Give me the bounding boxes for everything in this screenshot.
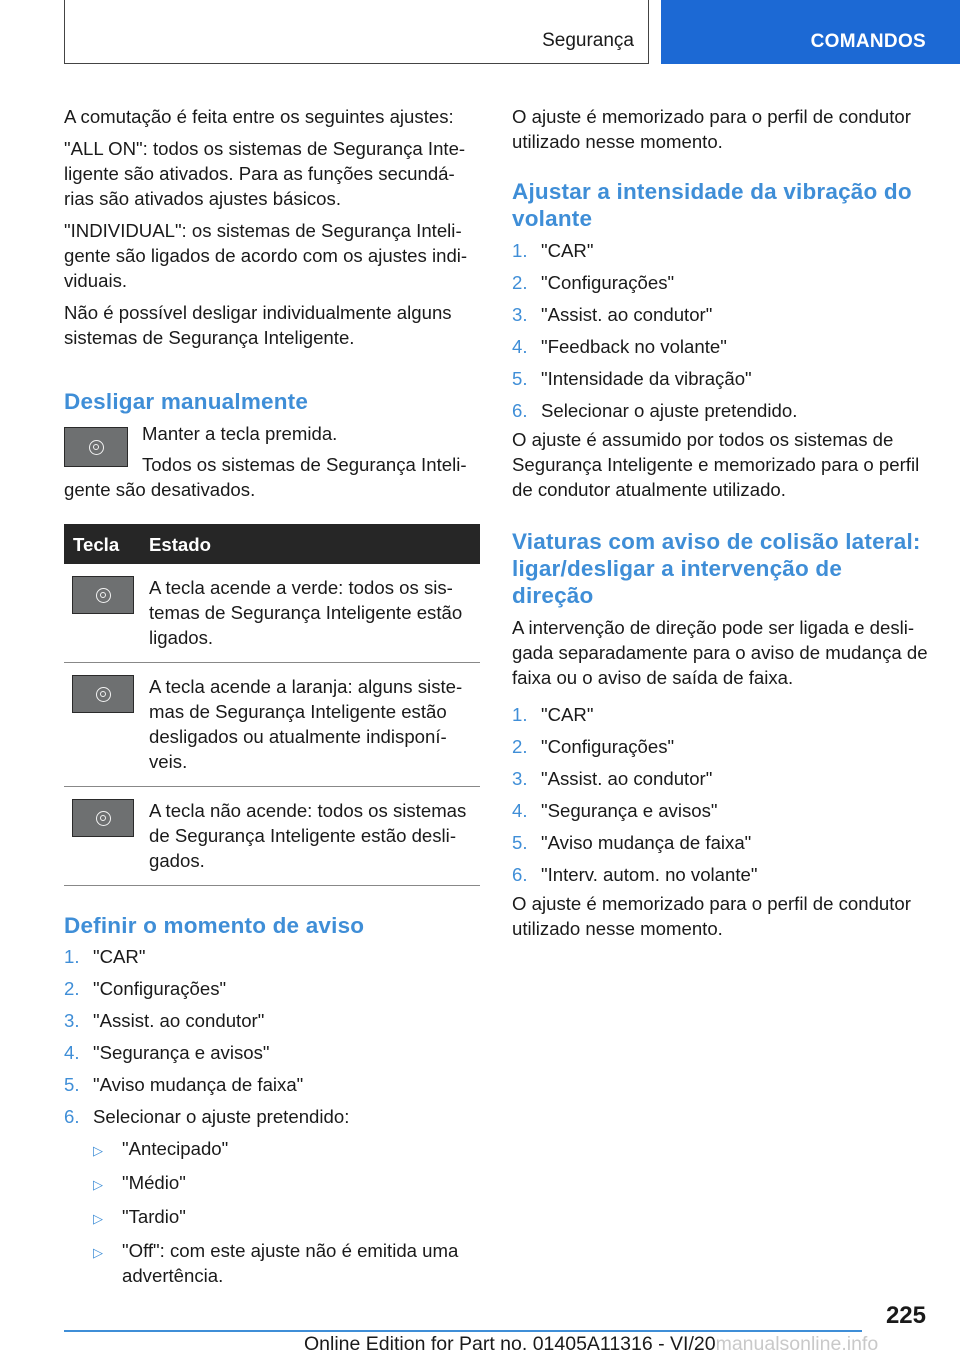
header-chapter-tab[interactable] [661,0,960,64]
paragraph: "ALL ON": todos os sistemas de Segurança Inte-ligente são ativados. Para as funções secundá-rias são ativados ajustes básicos. [64,138,466,209]
step-text: "Assist. ao condutor" [93,1010,265,1031]
table-cell: A tecla não acende: todos os sistemas de Segurança Inteligente estão desli-gados. [149,787,480,886]
step-number: 1. [512,704,528,725]
triangle-bullet-icon: ▷ [93,1245,103,1260]
paragraph: Todos os sistemas de Segurança Inteli-gente são desativados. [64,454,467,500]
step-number: 6. [512,400,528,421]
list-item [512,334,928,366]
option-text: "Médio" [122,1172,186,1193]
step-text: "Interv. autom. no volante" [541,864,758,885]
list-item [512,398,928,427]
table-row [64,787,480,886]
options-list [93,1136,480,1288]
chapter-title: COMANDOS [810,31,926,52]
list-item [64,976,480,1008]
key-instruction [64,421,480,502]
list-item [512,862,928,891]
table-header-state: Estado [149,524,480,564]
list-item [512,366,928,398]
list-item [512,798,928,830]
step-text: "Assist. ao condutor" [541,304,713,325]
section-title: Segurança [542,30,634,51]
step-text: "Configurações" [541,736,675,757]
step-number: 6. [64,1106,80,1127]
list-item [64,1104,480,1136]
list-item [512,830,928,862]
list-item [512,766,928,798]
step-text: "Feedback no volante" [541,336,727,357]
steps-list [512,702,928,891]
step-text: "Segurança e avisos" [541,800,718,821]
list-item [64,1008,480,1040]
list-item [512,734,928,766]
section-heading: Viaturas com aviso de colisão lateral: ligar/desligar a intervenção de direção [512,529,921,608]
step-number: 1. [512,240,528,261]
list-item [512,302,928,334]
triangle-bullet-icon: ▷ [93,1177,103,1192]
paragraph: Não é possível desligar individualmente alguns sistemas de Segurança Inteligente. [64,302,452,348]
safety-icon [96,811,111,826]
step-text: "Assist. ao condutor" [541,768,713,789]
step-number: 1. [64,946,80,967]
list-item [512,270,928,302]
step-number: 3. [512,304,528,325]
list-item [93,1238,480,1288]
steps-list [512,238,928,427]
step-number: 2. [512,736,528,757]
step-number: 2. [64,978,80,999]
paragraph: A intervenção de direção pode ser ligada e desli-gada separadamente para o aviso de mudança de faixa ou o aviso de saída de faixa. [512,617,928,688]
edition-line [304,1333,878,1356]
steps-list [64,944,480,1136]
step-text: "Segurança e avisos" [93,1042,270,1063]
paragraph: O ajuste é memorizado para o perfil de condutor utilizado nesse momento. [512,893,911,939]
list-item [512,702,928,734]
list-item [93,1204,480,1231]
page-number: 225 [885,1302,926,1329]
paragraph: Manter a tecla premida. [142,423,338,444]
step-text: "CAR" [541,704,594,725]
list-item [64,944,480,976]
step-number: 5. [512,368,528,389]
step-number: 4. [512,800,528,821]
step-text: "CAR" [93,946,146,967]
step-text: Selecionar o ajuste pretendido. [541,400,798,421]
right-column [512,104,928,948]
option-text: "Off": com este ajuste não é emitida uma advertência. [122,1240,459,1286]
step-text: "Aviso mudança de faixa" [541,832,752,853]
section-heading: Desligar manualmente [64,389,309,414]
safety-icon [96,687,111,702]
safety-button-green-image [72,576,134,614]
paragraph: O ajuste é assumido por todos os sistemas de Segurança Inteligente e memorizado para o perfil de condutor atualmente utilizado. [512,429,920,500]
safety-icon [89,440,104,455]
option-text: "Tardio" [122,1206,186,1227]
safety-button-off-image [72,799,134,837]
paragraph: "INDIVIDUAL": os sistemas de Segurança Inteli-gente são ligados de acordo com os ajustes indi-viduais. [64,220,468,291]
step-text: "Configurações" [541,272,675,293]
paragraph: O ajuste é memorizado para o perfil de condutor utilizado nesse momento. [512,106,911,152]
list-item [64,1072,480,1104]
table-cell: A tecla acende a laranja: alguns siste-mas de Segurança Inteligente estão desligados ou atualmente indisponí-veis. [149,663,480,787]
paragraph: A comutação é feita entre os seguintes ajustes: [64,106,454,127]
triangle-bullet-icon: ▷ [93,1211,103,1226]
step-text: "Aviso mudança de faixa" [93,1074,304,1095]
safety-button-image [64,427,128,467]
table-row [64,663,480,787]
step-text: Selecionar o ajuste pretendido: [93,1106,350,1127]
step-number: 3. [64,1010,80,1031]
option-text: "Antecipado" [122,1138,229,1159]
section-heading: Ajustar a intensidade da vibração do volante [512,179,912,231]
edition-text: Online Edition for Part no. 01405A11316 - VI/20 [304,1333,716,1355]
step-text: "Intensidade da vibração" [541,368,752,389]
step-number: 3. [512,768,528,789]
header-section-box [64,0,649,64]
list-item [93,1136,480,1163]
safety-button-orange-image [72,675,134,713]
list-item [64,1040,480,1072]
safety-icon [96,588,111,603]
step-number: 5. [512,832,528,853]
table-cell: A tecla acende a verde: todos os sis-temas de Segurança Inteligente estão ligados. [149,564,480,663]
footer-divider [64,1330,862,1332]
step-number: 4. [512,336,528,357]
list-item [93,1170,480,1197]
key-status-table [64,524,480,886]
table-header-key: Tecla [64,524,149,564]
step-number: 4. [64,1042,80,1063]
step-number: 2. [512,272,528,293]
table-row [64,564,480,663]
step-number: 5. [64,1074,80,1095]
watermark: manualsonline.info [715,1333,879,1355]
section-heading: Definir o momento de aviso [64,913,365,938]
left-column [64,104,480,1295]
step-text: "Configurações" [93,978,227,999]
step-number: 6. [512,864,528,885]
step-text: "CAR" [541,240,594,261]
list-item [512,238,928,270]
triangle-bullet-icon: ▷ [93,1143,103,1158]
